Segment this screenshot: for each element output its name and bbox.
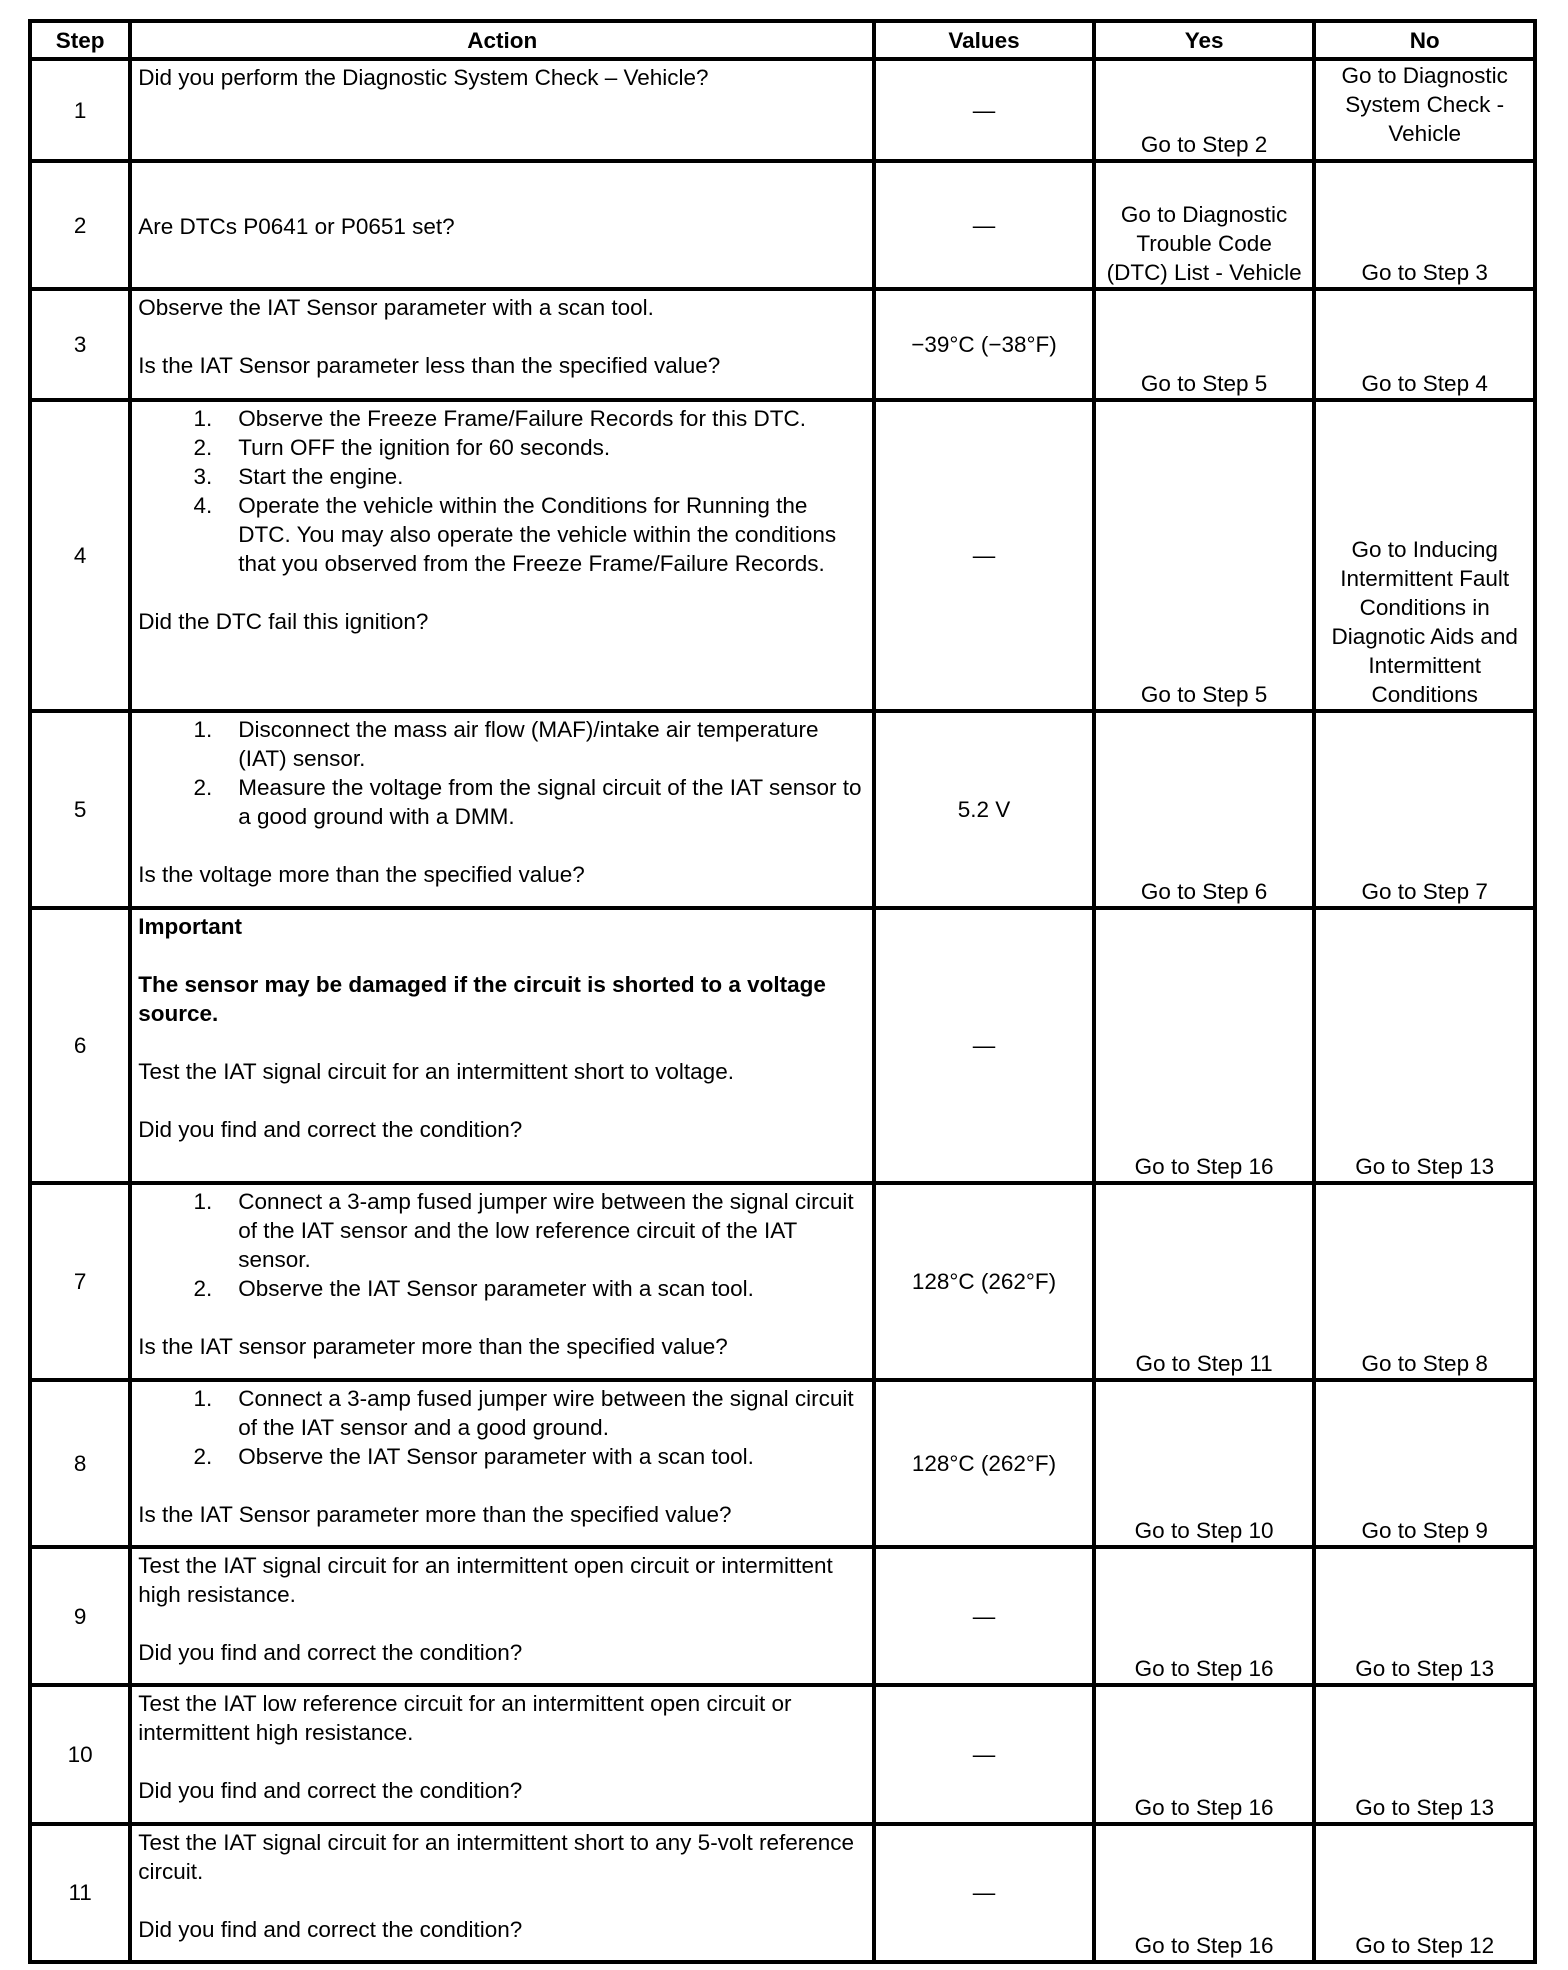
value-cell: — — [874, 1547, 1094, 1685]
action-cell — [130, 1547, 874, 1685]
yes-cell: Go to Step 16 — [1094, 1547, 1315, 1685]
action-question: Did you find and correct the condition? — [138, 1116, 523, 1142]
list-number: 3. — [193, 463, 213, 489]
list-number: 2. — [193, 1276, 213, 1302]
step-number: 9 — [30, 1547, 130, 1685]
action-question: Is the IAT Sensor parameter less than the specified value? — [138, 353, 721, 379]
step-number: 11 — [30, 1824, 130, 1962]
table-row — [30, 1380, 1535, 1547]
procedure-list — [138, 1384, 864, 1471]
yes-cell: Go to Step 16 — [1094, 1685, 1315, 1823]
yes-cell: Go to Step 2 — [1094, 59, 1315, 161]
table-row — [30, 1824, 1535, 1962]
list-text: Connect a 3-amp fused jumper wire between the signal circuit of the IAT sensor and a good ground. — [238, 1385, 854, 1440]
list-text: Start the engine. — [238, 463, 404, 489]
step-number: 2 — [30, 161, 130, 289]
header-values: Values — [874, 21, 1094, 59]
step-number: 1 — [30, 59, 130, 161]
value-cell: — — [874, 1824, 1094, 1962]
step-number: 6 — [30, 908, 130, 1184]
action-instruction: Test the IAT signal circuit for an intermittent short to any 5-volt reference circuit. — [138, 1829, 855, 1884]
table-row — [30, 289, 1535, 399]
yes-cell: Go to Step 5 — [1094, 400, 1315, 712]
action-cell — [130, 59, 874, 161]
action-instruction: Observe the IAT Sensor parameter with a scan tool. — [138, 295, 654, 321]
header-action: Action — [130, 21, 874, 59]
diagnostic-table — [28, 19, 1537, 1964]
list-text: Observe the Freeze Frame/Failure Records for this DTC. — [238, 405, 806, 431]
table-row — [30, 400, 1535, 712]
yes-cell: Go to Step 6 — [1094, 711, 1315, 907]
list-text: Turn OFF the ignition for 60 seconds. — [238, 434, 611, 460]
no-cell: Go to Step 13 — [1314, 1547, 1535, 1685]
action-instruction: Test the IAT signal circuit for an intermittent short to voltage. — [138, 1058, 734, 1084]
yes-cell: Go to Step 5 — [1094, 289, 1315, 399]
no-cell: Go to Step 4 — [1314, 289, 1535, 399]
table-row — [30, 1547, 1535, 1685]
list-text: Operate the vehicle within the Conditions for Running the DTC. You may also operate the vehicle within the conditions that you observed from the Freeze Frame/Failure Records. — [238, 492, 837, 576]
list-item — [138, 715, 864, 773]
step-number: 3 — [30, 289, 130, 399]
yes-cell: Go to Step 16 — [1094, 1824, 1315, 1962]
action-cell — [130, 1380, 874, 1547]
header-row — [30, 21, 1535, 59]
value-cell: 128°C (262°F) — [874, 1183, 1094, 1379]
value-cell: — — [874, 908, 1094, 1184]
value-cell: 128°C (262°F) — [874, 1380, 1094, 1547]
list-number: 2. — [193, 775, 213, 801]
list-text: Observe the IAT Sensor parameter with a scan tool. — [238, 1276, 754, 1302]
yes-cell: Go to Step 16 — [1094, 908, 1315, 1184]
step-number: 8 — [30, 1380, 130, 1547]
list-text: Observe the IAT Sensor parameter with a scan tool. — [238, 1443, 754, 1469]
important-note: The sensor may be damaged if the circuit is shorted to a voltage source. — [138, 971, 826, 1026]
list-item — [138, 404, 864, 433]
action-question: Are DTCs P0641 or P0651 set? — [138, 213, 455, 239]
no-cell: Go to Diagnostic System Check - Vehicle — [1314, 59, 1535, 161]
no-cell: Go to Step 7 — [1314, 711, 1535, 907]
yes-cell: Go to Step 11 — [1094, 1183, 1315, 1379]
table-row — [30, 161, 1535, 289]
action-question: Did you find and correct the condition? — [138, 1916, 523, 1942]
action-cell — [130, 1183, 874, 1379]
list-number: 1. — [193, 1385, 213, 1411]
no-cell: Go to Step 9 — [1314, 1380, 1535, 1547]
table-row — [30, 908, 1535, 1184]
list-item — [138, 1384, 864, 1442]
header-no: No — [1314, 21, 1535, 59]
list-number: 1. — [193, 717, 213, 743]
list-number: 1. — [193, 1189, 213, 1215]
value-cell: — — [874, 1685, 1094, 1823]
step-number: 10 — [30, 1685, 130, 1823]
action-cell — [130, 908, 874, 1184]
list-number: 2. — [193, 1443, 213, 1469]
value-cell: −39°C (−38°F) — [874, 289, 1094, 399]
no-cell: Go to Step 13 — [1314, 908, 1535, 1184]
no-cell: Go to Inducing Intermittent Fault Conditions in Diagnotic Aids and Intermittent Conditions — [1314, 400, 1535, 712]
list-item — [138, 773, 864, 831]
value-cell: — — [874, 161, 1094, 289]
list-text: Connect a 3-amp fused jumper wire between the signal circuit of the IAT sensor and the low reference circuit of the IAT sensor. — [238, 1189, 854, 1273]
action-cell — [130, 711, 874, 907]
no-cell: Go to Step 13 — [1314, 1685, 1535, 1823]
action-cell — [130, 289, 874, 399]
list-text: Disconnect the mass air flow (MAF)/intake air temperature (IAT) sensor. — [238, 717, 819, 772]
no-cell: Go to Step 8 — [1314, 1183, 1535, 1379]
list-item — [138, 1442, 864, 1471]
header-yes: Yes — [1094, 21, 1315, 59]
table-row — [30, 711, 1535, 907]
action-question: Is the voltage more than the specified value? — [138, 862, 585, 888]
step-number: 7 — [30, 1183, 130, 1379]
no-cell: Go to Step 12 — [1314, 1824, 1535, 1962]
list-text: Measure the voltage from the signal circuit of the IAT sensor to a good ground with a DMM. — [238, 775, 862, 830]
procedure-list — [138, 1187, 864, 1303]
action-cell — [130, 1824, 874, 1962]
list-number: 2. — [193, 434, 213, 460]
procedure-list — [138, 715, 864, 831]
no-cell: Go to Step 3 — [1314, 161, 1535, 289]
header-step: Step — [30, 21, 130, 59]
action-question: Did you find and correct the condition? — [138, 1640, 523, 1666]
list-item — [138, 1274, 864, 1303]
action-question: Did you perform the Diagnostic System Check – Vehicle? — [138, 65, 709, 90]
table-row — [30, 1183, 1535, 1379]
step-number: 5 — [30, 711, 130, 907]
action-instruction: Test the IAT low reference circuit for an intermittent open circuit or intermittent high resistance. — [138, 1691, 792, 1746]
list-item — [138, 1187, 864, 1274]
table-row — [30, 1685, 1535, 1823]
yes-cell: Go to Step 10 — [1094, 1380, 1315, 1547]
list-item — [138, 462, 864, 491]
action-instruction: Test the IAT signal circuit for an intermittent open circuit or intermittent high resistance. — [138, 1553, 833, 1608]
list-item — [138, 491, 864, 578]
action-cell — [130, 400, 874, 712]
list-number: 1. — [193, 405, 213, 431]
value-cell: — — [874, 400, 1094, 712]
table-row — [30, 59, 1535, 161]
list-item — [138, 433, 864, 462]
yes-cell: Go to Diagnostic Trouble Code (DTC) List - Vehicle — [1094, 161, 1315, 289]
action-question: Did the DTC fail this ignition? — [138, 608, 429, 634]
action-cell — [130, 1685, 874, 1823]
step-number: 4 — [30, 400, 130, 712]
list-number: 4. — [193, 492, 213, 518]
action-cell — [130, 161, 874, 289]
action-question: Did you find and correct the condition? — [138, 1778, 523, 1804]
action-question: Is the IAT sensor parameter more than the specified value? — [138, 1334, 728, 1360]
procedure-list — [138, 404, 864, 578]
action-question: Is the IAT Sensor parameter more than the specified value? — [138, 1501, 732, 1527]
important-label: Important — [138, 913, 243, 939]
value-cell: — — [874, 59, 1094, 161]
value-cell: 5.2 V — [874, 711, 1094, 907]
